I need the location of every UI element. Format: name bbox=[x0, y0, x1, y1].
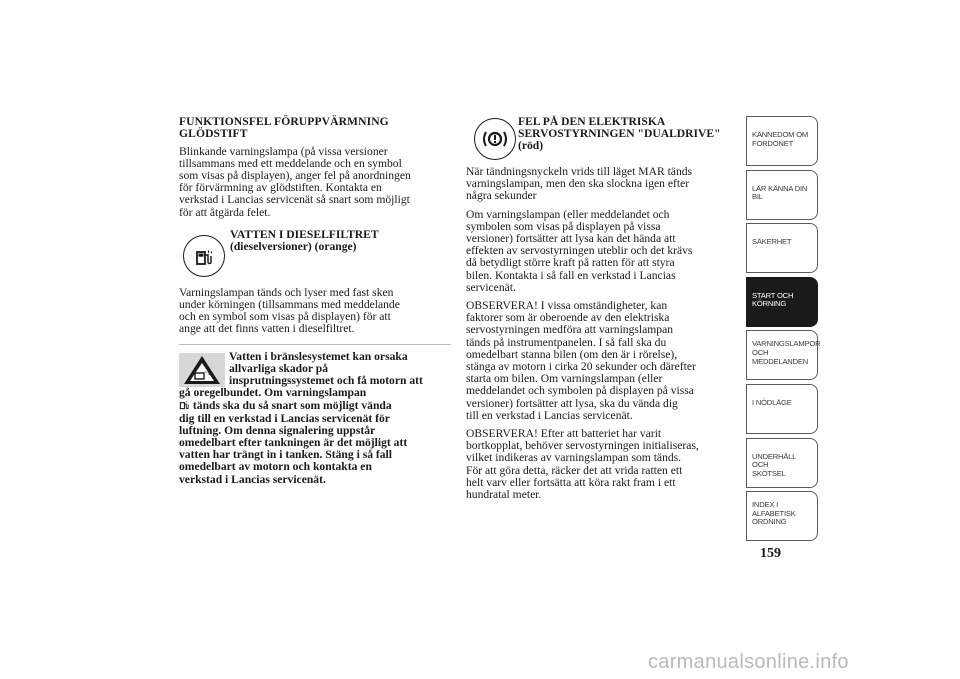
text-line: varningslampan, men den ska slockna igen efter bbox=[466, 177, 690, 191]
page-number: 159 bbox=[760, 546, 781, 561]
tab-label: SÄKERHET bbox=[752, 237, 792, 247]
tab-label: BIL bbox=[752, 192, 763, 202]
text-line: omedelbart av motorn och kontakta en bbox=[179, 460, 372, 474]
text-line: starta om bilen. Om varningslampan (eller bbox=[466, 372, 663, 386]
warning-block bbox=[179, 344, 451, 486]
text-line: tillsammans med ett meddelande och en symbol bbox=[179, 156, 402, 170]
preheat-fault-heading bbox=[179, 116, 451, 140]
tab-kannedom-om-fordonet[interactable] bbox=[746, 116, 818, 166]
text-line: hundratal meter. bbox=[466, 488, 542, 502]
text-fragment: tänds ska du så snart som möjligt vända bbox=[192, 399, 392, 413]
text-line: Vatten i bränslesystemet kan orsaka bbox=[229, 349, 408, 363]
heading-line: (röd) bbox=[518, 138, 544, 152]
text-line: effekten av servostyrningen uteblir och det krävs bbox=[466, 244, 693, 258]
text-line: verkstad i Lancias servicenät så snart som möjligt bbox=[179, 193, 410, 207]
steering-paragraph-1 bbox=[466, 166, 738, 203]
text-line: som visas på displayen), anger fel på anordningen bbox=[179, 169, 411, 182]
tab-label: START OCH bbox=[752, 290, 794, 300]
text-line: OBSERVERA! Efter att batteriet har varit bbox=[466, 427, 662, 441]
text-line: Blinkande varningslampa (på vissa versioner bbox=[179, 144, 388, 158]
tab-varningslampor[interactable] bbox=[746, 330, 821, 380]
water-in-diesel-icon bbox=[183, 235, 225, 277]
text-line: till en verkstad i Lancias servicenät. bbox=[466, 408, 633, 422]
tab-lar-kanna-din-bil[interactable] bbox=[746, 170, 818, 220]
steering-section-header bbox=[466, 116, 738, 166]
warning-symbol-box bbox=[179, 353, 225, 387]
water-filter-heading bbox=[230, 229, 379, 253]
tab-label: FORDONET bbox=[752, 138, 794, 148]
text-line: tänds på instrumentpanelen. I så fall ska du bbox=[466, 335, 667, 349]
left-column bbox=[179, 116, 451, 486]
tab-sakerhet[interactable] bbox=[746, 223, 818, 273]
text-line: För att göra detta, räcker det att vrida ratten ett bbox=[466, 463, 683, 477]
text-line: Varningslampan tänds och lyser med fast sken bbox=[179, 285, 394, 299]
tab-label: KÖRNING bbox=[752, 299, 787, 309]
tab-index[interactable] bbox=[746, 491, 818, 541]
tab-label: VARNINGSLAMPOR bbox=[752, 339, 821, 349]
text-line: insprutningssystemet och få motorn att bbox=[229, 374, 423, 388]
text-line: omedelbart efter tankningen är det möjligt att bbox=[179, 436, 408, 450]
tab-label: ORDNING bbox=[752, 517, 787, 527]
text-line: gå oregelbundet. Om varningslampan bbox=[179, 386, 367, 400]
heading-line: VATTEN I DIESELFILTRET bbox=[230, 227, 379, 241]
text-line: faktorer som är oberoende av den elektriska bbox=[466, 311, 670, 325]
chapter-tabs bbox=[746, 116, 821, 545]
tab-label: INDEX I bbox=[752, 500, 779, 510]
text-line: under körningen (tillsammans med meddelande bbox=[179, 298, 400, 312]
text-line-with-icon bbox=[179, 399, 451, 412]
water-filter-paragraph bbox=[179, 287, 451, 336]
text-line: dig till en verkstad i Lancias servicenät för bbox=[179, 411, 390, 425]
water-in-diesel-icon bbox=[179, 399, 190, 410]
tab-label: I NÖDLÄGE bbox=[752, 397, 792, 407]
heading-line: SERVOSTYRNINGEN "DUALDRIVE" bbox=[518, 126, 721, 140]
tab-start-och-korning[interactable] bbox=[746, 277, 818, 327]
power-steering-fault-icon bbox=[474, 118, 516, 160]
text-line: meddelandet och symbolen på displayen på vissa bbox=[466, 384, 694, 398]
steering-paragraph-3 bbox=[466, 300, 738, 422]
text-line: verkstad i Lancias servicenät. bbox=[179, 472, 326, 486]
text-line: servostyrningen medföra att varningslampan bbox=[466, 323, 674, 337]
text-line: för att åtgärda felet. bbox=[179, 205, 271, 219]
text-line: för förvärmning av glödstiften. Kontakta en bbox=[179, 181, 382, 195]
text-line: luftning. Om denna signalering uppstår bbox=[179, 423, 376, 437]
tab-i-nodlage[interactable] bbox=[746, 384, 818, 434]
warning-triangle-icon bbox=[182, 354, 222, 386]
right-column bbox=[466, 116, 738, 501]
tab-label: MEDDELANDEN bbox=[752, 356, 809, 366]
text-line: versioner) fortsätter att lysa, ska du vända dig bbox=[466, 396, 678, 410]
tab-label: ALFABETISK bbox=[752, 508, 796, 518]
text-line: omedelbart stanna bilen (om den är i rörelse), bbox=[466, 347, 678, 361]
tab-label: OCH bbox=[752, 347, 769, 357]
heading-line: (dieselversioner) (orange) bbox=[230, 239, 357, 253]
steering-heading bbox=[518, 116, 721, 151]
text-line: stänga av motorn i cirka 20 sekunder och därefter bbox=[466, 360, 696, 374]
text-line: bilen. Kontakta i så fall en verkstad i Lancias bbox=[466, 268, 676, 282]
tab-label: UNDERHÅLL OCH bbox=[752, 451, 796, 470]
steering-paragraph-2 bbox=[466, 209, 738, 294]
steering-paragraph-4 bbox=[466, 428, 738, 501]
text-line: vilket indikeras av varningslampan som tänds. bbox=[466, 451, 682, 465]
watermark: carmanualsonline.info bbox=[648, 651, 849, 673]
text-line: Om varningslampan (eller meddelandet och bbox=[466, 207, 670, 221]
text-line: helt varv eller fortsätta att köra rakt fram i ett bbox=[466, 475, 676, 489]
water-filter-section-header bbox=[179, 229, 451, 287]
text-line: då betydligt större kraft på ratten för att styra bbox=[466, 256, 675, 270]
heading-line: FUNKTIONSFEL FÖRUPPVÄRMNING bbox=[179, 115, 389, 128]
text-line: servicenät. bbox=[466, 280, 516, 294]
tab-label: SKÖTSEL bbox=[752, 468, 786, 478]
text-line: OBSERVERA! I vissa omständigheter, kan bbox=[466, 299, 668, 313]
text-line: allvarliga skador på bbox=[229, 361, 328, 375]
preheat-fault-paragraph bbox=[179, 146, 451, 219]
text-line: några sekunder bbox=[466, 189, 537, 203]
text-line: symbolen som visas på displayen på vissa bbox=[466, 219, 661, 233]
tab-label: KÄNNEDOM OM bbox=[752, 130, 809, 139]
text-line: versioner) fortsätter att lysa kan det hända att bbox=[466, 232, 676, 246]
text-line: När tändningsnyckeln vrids till läget MAR tänds bbox=[466, 165, 693, 178]
text-line: och en symbol som visas på displayen) för att bbox=[179, 310, 391, 324]
text-line: ange att det finns vatten i dieselfiltret. bbox=[179, 322, 355, 336]
tab-label: LÄR KÄNNA DIN bbox=[752, 183, 808, 193]
text-line: bortkopplat, behöver servostyrningen initialiseras, bbox=[466, 439, 699, 453]
heading-line: GLÖDSTIFT bbox=[179, 126, 248, 140]
tab-underhall-och-skotsel[interactable] bbox=[746, 438, 818, 488]
text-line: vatten har trängt in i tanken. Stäng i så fall bbox=[179, 448, 393, 462]
heading-line: FEL PÅ DEN ELEKTRISKA bbox=[518, 115, 666, 128]
